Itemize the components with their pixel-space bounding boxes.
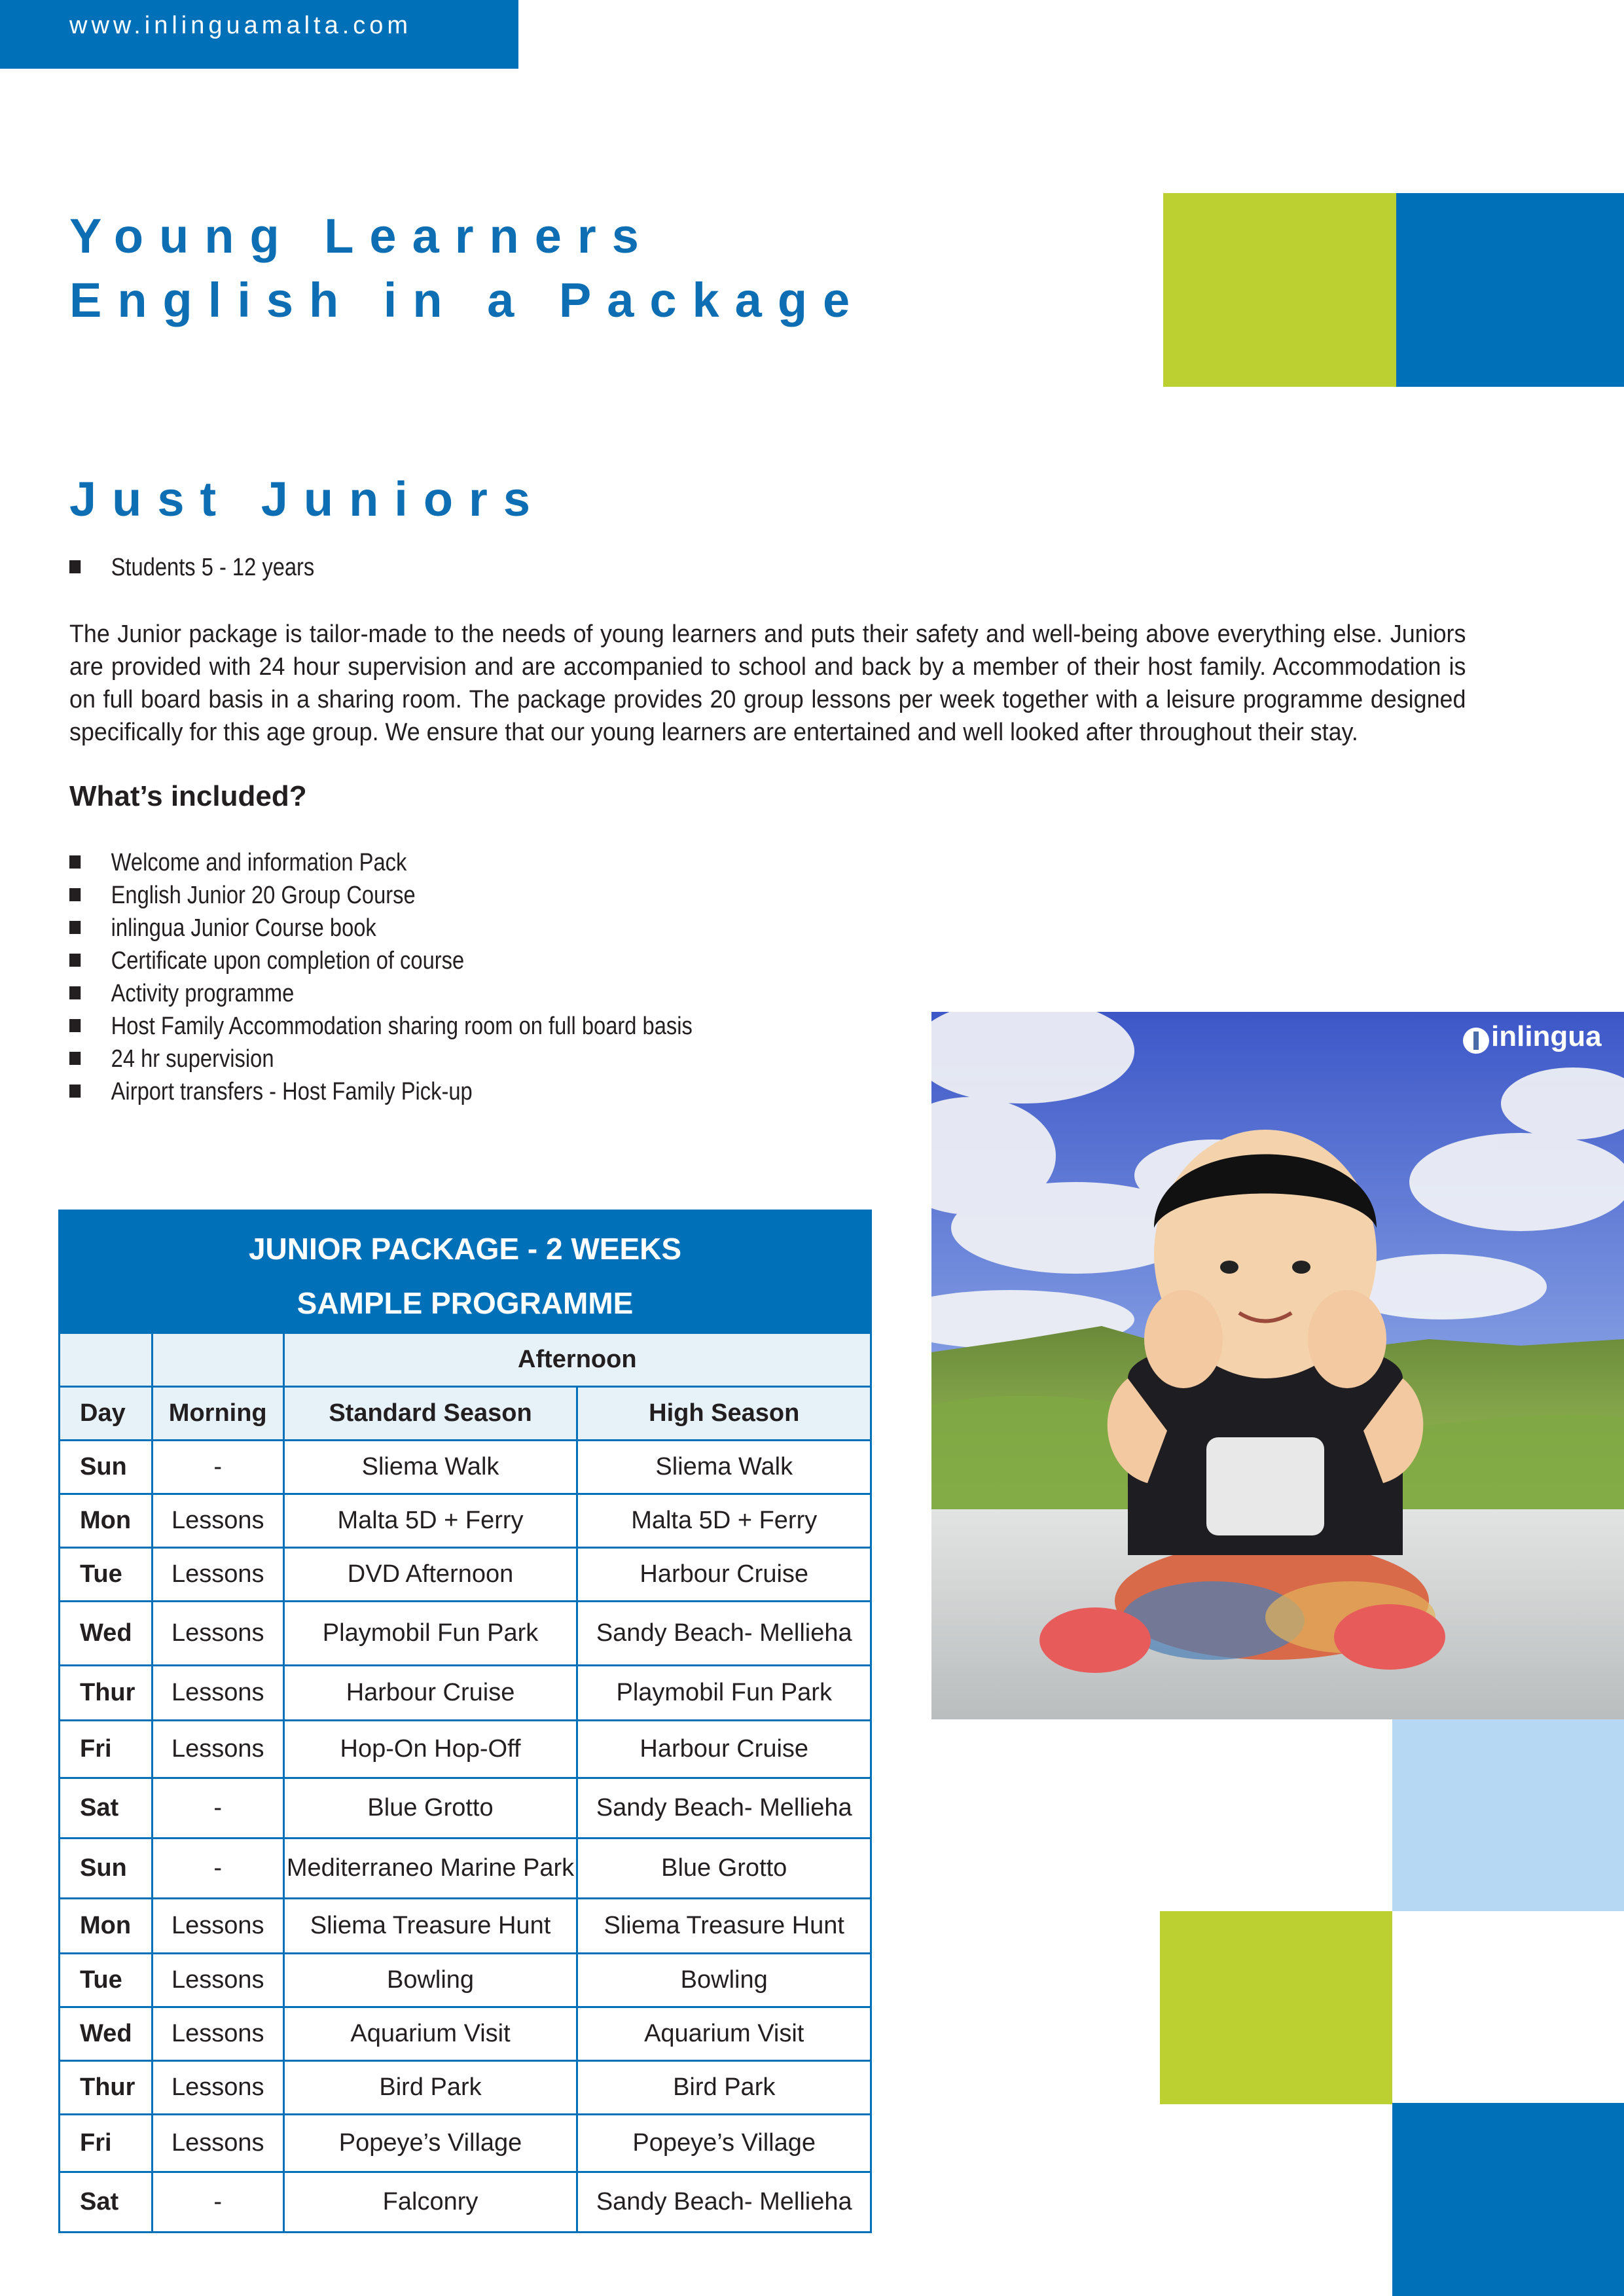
day-cell: Sat: [60, 1778, 153, 1839]
table-row: [60, 1778, 871, 1839]
intro-paragraph: The Junior package is tailor-made to the needs of young learners and puts their safety and well-being above everything else. Juniors are provided with 24 hour supervision and are accompanied to school and back by a member of their host family. Accommodation is on full board basis in a sharing room. The package provides 20 group lessons per week together with a leisure programme designed specifically for this age group. We ensure that our young learners are entertained and well looked after throughout their stay.: [69, 620, 1466, 746]
high-season-header: High Season: [577, 1387, 871, 1441]
day-cell: Sun: [60, 1839, 153, 1899]
day-cell: Tue: [60, 1548, 153, 1602]
list-item: 24 hr supervision: [69, 1045, 274, 1073]
table-row: [60, 1494, 871, 1548]
morning-cell: Lessons: [152, 2007, 283, 2061]
day-header: Day: [60, 1387, 153, 1441]
header-blank: [152, 1333, 283, 1387]
day-cell: Tue: [60, 1954, 153, 2007]
table-row: [60, 2007, 871, 2061]
programme-title-1: JUNIOR PACKAGE - 2 WEEKS: [60, 1211, 871, 1273]
day-cell: Thur: [60, 2061, 153, 2115]
morning-cell: -: [152, 1441, 283, 1494]
high-season-cell: Sliema Walk: [577, 1441, 871, 1494]
standard-season-cell: Malta 5D + Ferry: [283, 1494, 577, 1548]
standard-season-cell: Playmobil Fun Park: [283, 1602, 577, 1666]
website-url[interactable]: www.inlinguamalta.com: [69, 12, 412, 39]
age-text: Students 5 - 12 years: [111, 554, 315, 581]
decor-square-blue: [1396, 193, 1624, 387]
bullet-square-icon: [69, 560, 81, 573]
child-photo: [931, 1012, 1624, 1719]
day-cell: Wed: [60, 2007, 153, 2061]
day-cell: Sun: [60, 1441, 153, 1494]
high-season-cell: Harbour Cruise: [577, 1721, 871, 1778]
table-row: [60, 1839, 871, 1899]
photo-logo-text: inlingua: [1491, 1020, 1602, 1052]
morning-cell: -: [152, 2172, 283, 2233]
standard-season-header: Standard Season: [283, 1387, 577, 1441]
bullet-square-icon: [69, 1052, 81, 1065]
high-season-cell: Playmobil Fun Park: [577, 1666, 871, 1721]
day-cell: Fri: [60, 2115, 153, 2172]
standard-season-cell: Aquarium Visit: [283, 2007, 577, 2061]
morning-cell: Lessons: [152, 1602, 283, 1666]
decor-square-green: [1163, 193, 1396, 387]
high-season-cell: Sandy Beach- Mellieha: [577, 1602, 871, 1666]
decor-square-light-blue: [1392, 1719, 1624, 1911]
programme-title-2: SAMPLE PROGRAMME: [60, 1273, 871, 1333]
bullet-square-icon: [69, 954, 81, 967]
bullet-square-icon: [69, 888, 81, 901]
list-item: Activity programme: [69, 980, 294, 1008]
table-row: [60, 1666, 871, 1721]
standard-season-cell: DVD Afternoon: [283, 1548, 577, 1602]
high-season-cell: Sandy Beach- Mellieha: [577, 1778, 871, 1839]
morning-cell: Lessons: [152, 1666, 283, 1721]
table-row: [60, 2172, 871, 2233]
table-row: [60, 1721, 871, 1778]
day-cell: Mon: [60, 1899, 153, 1954]
table-row: [60, 1441, 871, 1494]
list-item: English Junior 20 Group Course: [69, 882, 416, 910]
list-item: Airport transfers - Host Family Pick-up: [69, 1078, 473, 1106]
bullet-square-icon: [69, 1019, 81, 1032]
table-row: [60, 1899, 871, 1954]
morning-cell: Lessons: [152, 1548, 283, 1602]
standard-season-cell: Falconry: [283, 2172, 577, 2233]
table-row: [60, 2061, 871, 2115]
high-season-cell: Sandy Beach- Mellieha: [577, 2172, 871, 2233]
morning-cell: Lessons: [152, 1721, 283, 1778]
morning-cell: Lessons: [152, 1899, 283, 1954]
high-season-cell: Malta 5D + Ferry: [577, 1494, 871, 1548]
morning-cell: Lessons: [152, 1954, 283, 2007]
bullet-square-icon: [69, 986, 81, 999]
list-item: inlingua Junior Course book: [69, 914, 376, 942]
day-cell: Sat: [60, 2172, 153, 2233]
day-cell: Wed: [60, 1602, 153, 1666]
high-season-cell: Popeye’s Village: [577, 2115, 871, 2172]
list-item: Certificate upon completion of course: [69, 947, 464, 975]
day-cell: Mon: [60, 1494, 153, 1548]
bullet-square-icon: [69, 921, 81, 934]
standard-season-cell: Hop-On Hop-Off: [283, 1721, 577, 1778]
age-bullet: [69, 554, 314, 582]
table-row: [60, 1602, 871, 1666]
high-season-cell: Bowling: [577, 1954, 871, 2007]
standard-season-cell: Blue Grotto: [283, 1778, 577, 1839]
standard-season-cell: Sliema Walk: [283, 1441, 577, 1494]
morning-cell: Lessons: [152, 2115, 283, 2172]
inlingua-logo-icon: [1463, 1028, 1489, 1054]
standard-season-cell: Mediterraneo Marine Park: [283, 1839, 577, 1899]
programme-table: [58, 1210, 872, 2233]
bullet-square-icon: [69, 855, 81, 869]
title-line-2: English in a Package: [69, 273, 866, 327]
header-blank: [60, 1333, 153, 1387]
table-row: [60, 2115, 871, 2172]
standard-season-cell: Bird Park: [283, 2061, 577, 2115]
high-season-cell: Aquarium Visit: [577, 2007, 871, 2061]
high-season-cell: Blue Grotto: [577, 1839, 871, 1899]
table-row: [60, 1548, 871, 1602]
decor-square-blue: [1392, 2103, 1624, 2296]
standard-season-cell: Popeye’s Village: [283, 2115, 577, 2172]
morning-cell: Lessons: [152, 1494, 283, 1548]
list-item: Host Family Accommodation sharing room on full board basis: [69, 1013, 693, 1041]
included-heading: What’s included?: [69, 780, 307, 812]
standard-season-cell: Bowling: [283, 1954, 577, 2007]
day-cell: Thur: [60, 1666, 153, 1721]
afternoon-header: Afternoon: [283, 1333, 871, 1387]
high-season-cell: Harbour Cruise: [577, 1548, 871, 1602]
high-season-cell: Sliema Treasure Hunt: [577, 1899, 871, 1954]
standard-season-cell: Sliema Treasure Hunt: [283, 1899, 577, 1954]
table-row: [60, 1954, 871, 2007]
day-cell: Fri: [60, 1721, 153, 1778]
bullet-square-icon: [69, 1085, 81, 1098]
section-title: Just Juniors: [69, 472, 546, 526]
list-item: Welcome and information Pack: [69, 849, 406, 877]
morning-header: Morning: [152, 1387, 283, 1441]
decor-square-green: [1160, 1911, 1392, 2104]
title-line-1: Young Learners: [69, 209, 655, 263]
morning-cell: -: [152, 1778, 283, 1839]
high-season-cell: Bird Park: [577, 2061, 871, 2115]
morning-cell: -: [152, 1839, 283, 1899]
standard-season-cell: Harbour Cruise: [283, 1666, 577, 1721]
morning-cell: Lessons: [152, 2061, 283, 2115]
